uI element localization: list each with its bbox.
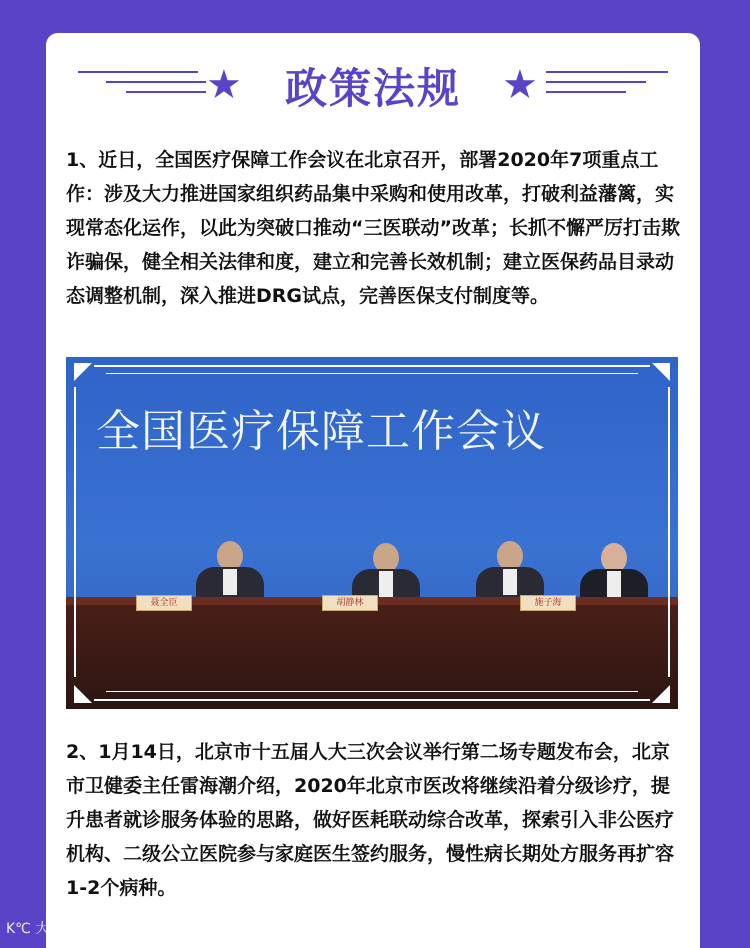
frame-corner-icon: [652, 685, 670, 703]
paragraph-1: 1、近日，全国医疗保障工作会议在北京召开，部署2020年7项重点工作：涉及大力推进国家组织药品集中采购和使用改革，打破利益藩篱，实现常态化运作，以此为突破口推动“三医联动”改革；长抓不懈严厉打击欺诈骗保，健全相关法律和度，建立和完善长效机制；建立医保药品目录动态调整机制，深入推进DRG试点，完善医保支付制度等。: [66, 149, 680, 307]
page-title: 政策法规: [284, 64, 461, 113]
frame-corner-icon: [652, 363, 670, 381]
photo-banner-text: 全国医疗保障工作会议: [96, 406, 546, 457]
paragraph-2: 2、1月14日，北京市十五届人大三次会议举行第二场专题发布会，北京市卫健委主任雷海潮介绍，2020年北京市医改将继续沿着分级诊疗，提升患者就诊服务体验的思路，做好医耗联动综合改革，探索引入非公医疗机构、二级公立医院参与家庭医生签约服务，慢性病长期处方服务再扩容1-2个病种。: [66, 741, 675, 899]
frame-line: [94, 699, 650, 701]
right-star-icon: ★: [502, 62, 538, 108]
nameplate: 施子海: [520, 595, 576, 611]
content-card: [46, 33, 700, 948]
frame-corner-icon: [74, 363, 92, 381]
watermark-logo: K℃ 大数跨境: [6, 921, 92, 937]
frame-line: [106, 691, 638, 692]
right-decorative-line: [546, 71, 668, 73]
right-decorative-line: [546, 91, 626, 93]
frame-line: [74, 387, 76, 677]
conference-photo: [66, 357, 678, 709]
section-header: [46, 63, 700, 113]
left-star-icon: ★: [206, 62, 242, 108]
frame-line: [94, 365, 650, 367]
frame-line: [668, 387, 670, 677]
conference-desk: [66, 605, 678, 709]
frame-corner-icon: [74, 685, 92, 703]
frame-line: [106, 373, 638, 374]
nameplate: 聂全臣: [136, 595, 192, 611]
right-decorative-line: [546, 81, 646, 83]
nameplate: 胡静林: [322, 595, 378, 611]
